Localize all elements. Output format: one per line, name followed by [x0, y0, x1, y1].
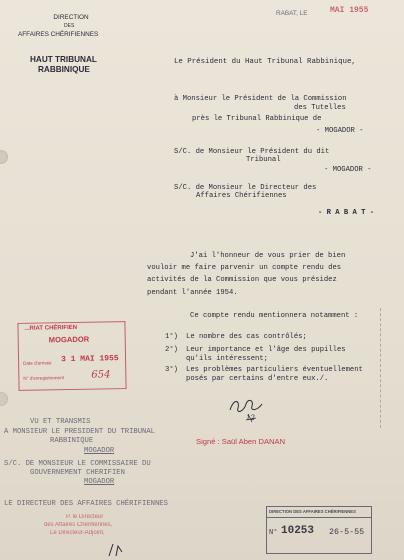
- item-1-text: Le nombre des cas contrôlés;: [186, 333, 307, 341]
- cc1-line-1: S/C. de Monsieur le Président du dit: [174, 148, 330, 156]
- transmittal-line-1: VU ET TRANSMIS: [30, 418, 91, 426]
- item-3-text-1: Les problèmes particuliers éventuellement: [186, 366, 363, 374]
- item-3-number: 3°): [165, 366, 178, 374]
- ministry-line-3: AFFAIRES CHÉRIFIENNES: [18, 31, 99, 38]
- transmittal2-line-2: GOUVERNEMENT CHERIFIEN: [30, 469, 125, 477]
- cc2-city: - R A B A T -: [318, 209, 375, 217]
- body-p2: Ce compte rendu mentionnera notamment :: [190, 312, 359, 320]
- transmittal2-city: MOGADOR: [84, 478, 115, 486]
- item-2-text-1: Leur importance et l'âge des pupilles: [186, 346, 346, 354]
- punch-hole: [0, 150, 8, 164]
- item-3-text-2: posés par certains d'entre eux./.: [186, 375, 329, 383]
- registry-stamp-header: DIRECTION DES AFFAIRES CHÉRIFIENNES: [269, 509, 356, 514]
- cc2-line-1: S/C. de Monsieur le Directeur des: [174, 184, 317, 192]
- body-p1-line-2: vouloir me faire parvenir un compte rendu des: [147, 264, 342, 272]
- ministry-line-1: DIRECTION: [53, 14, 89, 21]
- sender-line: Le Président du Haut Tribunal Rabbinique,: [174, 58, 356, 66]
- director-title: LE DIRECTEUR DES AFFAIRES CHÉRIFIENNES: [4, 500, 168, 508]
- received-stamp-header: ...RIAT CHÉRIFIEN: [24, 324, 78, 332]
- cc1-city: - MOGADOR -: [324, 166, 372, 174]
- addressee-city: - MOGADOR -: [316, 127, 364, 135]
- transmittal-line-3: RABBINIQUE: [50, 437, 94, 445]
- body-p1-line-1: J'ai l'honneur de vous prier de bien: [190, 252, 346, 260]
- addressee-line-3: près le Tribunal Rabbinique de: [192, 115, 322, 123]
- transmittal-city: MOGADOR: [84, 447, 115, 455]
- tribunal-line-2: RABBINIQUE: [38, 65, 90, 74]
- fold-line: [380, 308, 381, 428]
- registry-stamp-number: 10253: [281, 525, 315, 537]
- director-sub-1: P. le Directeur: [66, 514, 104, 520]
- received-stamp-reg-label: N° d'enregistrement: [23, 375, 64, 381]
- addressee-line-2: des Tutelles: [294, 104, 346, 112]
- body-p1-line-4: pendant l'année 1954.: [147, 289, 238, 297]
- addressee-line-1: à Monsieur le Président de la Commission: [174, 95, 347, 103]
- transmittal-line-2: A MONSIEUR LE PRESIDENT DU TRIBUNAL: [4, 428, 155, 436]
- registry-stamp-date: 26-5-55: [329, 527, 365, 537]
- director-sub-2: des Affaires Chérifiennes,: [44, 522, 113, 528]
- received-stamp-reg-number: 654: [91, 369, 111, 381]
- transmittal2-line-1: S/C. DE MONSIEUR LE COMMISSAIRE DU: [4, 460, 151, 468]
- item-1-number: 1°): [165, 333, 178, 341]
- registry-stamp: [266, 506, 372, 554]
- item-2-number: 2°): [165, 346, 178, 354]
- date-stamp: MAI 1955: [330, 6, 369, 15]
- signature-scribble: [226, 392, 266, 428]
- punch-hole: [0, 392, 8, 406]
- signature-caption: Signé : Saül Aben DANAN: [196, 437, 286, 446]
- date-place: RABAT, LE: [276, 10, 308, 17]
- signature-mark: 12: [246, 414, 255, 422]
- item-2-text-2: qu'ils intéressent;: [186, 355, 268, 363]
- director-initials: [106, 542, 126, 558]
- cc1-line-2: Tribunal: [246, 156, 281, 164]
- received-stamp-date: 3 1 MAI 1955: [60, 354, 119, 365]
- cc2-line-2: Affaires Chérifiennes: [196, 192, 287, 200]
- registry-stamp-number-label: N°: [269, 529, 278, 537]
- ministry-line-2: DES: [64, 23, 75, 29]
- body-p1-line-3: activités de la Commission que vous présidez: [147, 276, 337, 284]
- received-stamp-city: MOGADOR: [48, 334, 90, 345]
- received-stamp-date-label: Date d'arrivée: [23, 360, 52, 366]
- received-stamp: [17, 321, 126, 391]
- tribunal-line-1: HAUT TRIBUNAL: [30, 55, 97, 64]
- director-sub-3: Le Directeur-Adjoint,: [50, 530, 105, 536]
